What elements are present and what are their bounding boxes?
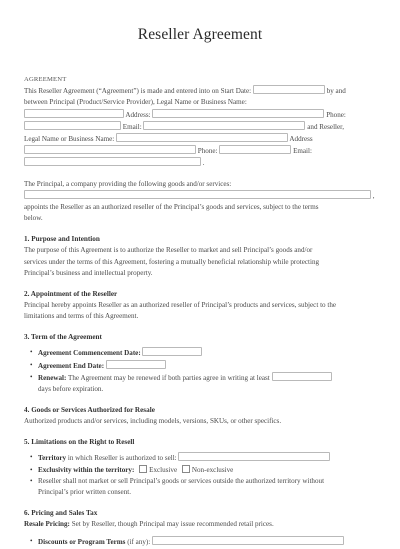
- territory-text: in which Reseller is authorized to sell:: [67, 454, 177, 463]
- nosell-text: Reseller shall not market or sell Principal’s goods or services outside the authorized territory without: [38, 476, 325, 485]
- section-heading: 1. Purpose and Intention: [24, 235, 100, 244]
- renewal-text: days before expiration.: [38, 385, 104, 394]
- renewal-label: Renewal:: [38, 373, 67, 382]
- discounts-field[interactable]: [152, 536, 344, 545]
- intro-line-7: [24, 157, 376, 169]
- section-6: [24, 508, 376, 548]
- exclusivity-label: Exclusivity within the territory:: [38, 465, 135, 474]
- intro-line-1: [24, 85, 376, 97]
- section-5: [24, 437, 376, 498]
- email-label: Email:: [293, 147, 312, 156]
- discounts-label: Discounts or Program Terms: [38, 538, 126, 547]
- intro-line-4: [24, 121, 376, 133]
- pricing-text: Set by Reseller, though Principal may issue recommended retail prices.: [71, 520, 274, 529]
- principal-phone-field[interactable]: [24, 121, 121, 130]
- intro-text: by and: [326, 87, 346, 96]
- section-heading: 5. Limitations on the Right to Resell: [24, 438, 135, 447]
- list-item: [38, 476, 376, 498]
- address-label: Address: [289, 135, 313, 144]
- commencement-label: Agreement Commencement Date:: [38, 349, 141, 358]
- principal-block: [24, 179, 376, 225]
- section-text: Principal’s business and intellectual property.: [24, 268, 153, 277]
- intro-line-2: between Principal (Product/Service Provider), Legal Name or Business Name:: [24, 98, 247, 107]
- section-heading: 6. Pricing and Sales Tax: [24, 509, 98, 518]
- phone-label: Phone:: [326, 110, 346, 119]
- pricing-line: [24, 519, 376, 530]
- section-3: [24, 332, 376, 395]
- section-text: The purpose of this Agreement is to authorize the Reseller to market and sell Principal’s goods and/or: [24, 246, 313, 255]
- phone-label: Phone:: [197, 147, 218, 156]
- email-label: Email:: [122, 122, 142, 131]
- principal-line-4: below.: [24, 214, 43, 223]
- territory-label: Territory: [38, 454, 67, 463]
- intro-line-6: [24, 145, 376, 157]
- nosell-text: Principal’s prior written consent.: [38, 488, 131, 497]
- pricing-list: [24, 536, 376, 548]
- reseller-email-field[interactable]: [24, 157, 201, 166]
- reseller-phone-field[interactable]: [219, 145, 291, 154]
- document-title: Reseller Agreement: [137, 26, 263, 43]
- exclusive-checkbox[interactable]: [139, 465, 147, 473]
- intro-text: .: [202, 159, 205, 168]
- principal-line-1: The Principal, a company providing the following goods and/or services:: [24, 179, 232, 188]
- principal-address-field[interactable]: [152, 109, 324, 118]
- section-heading: 2. Appointment of the Reseller: [24, 290, 118, 299]
- intro-text: and Reseller,: [307, 122, 345, 131]
- commencement-date-field[interactable]: [142, 347, 202, 356]
- intro-line-5: [24, 133, 376, 145]
- section-text: Principal hereby appoints Reseller as an authorized reseller of Principal’s products and services, subject to the: [24, 301, 337, 310]
- principal-text: ,: [372, 191, 375, 200]
- end-date-label: Agreement End Date:: [38, 361, 105, 370]
- pricing-label: Resale Pricing:: [24, 520, 70, 529]
- list-item: [38, 347, 376, 359]
- term-list: [24, 347, 376, 395]
- exclusive-label: Exclusive: [149, 465, 178, 474]
- address-label: Address:: [125, 110, 151, 119]
- list-item: [38, 536, 376, 548]
- principal-name-field[interactable]: [24, 109, 124, 118]
- agreement-label: AGREEMENT: [24, 76, 67, 83]
- principal-line-2: [24, 190, 376, 202]
- section-text: Authorized products and/or services, including models, versions, SKUs, or other specifics.: [24, 417, 282, 426]
- list-item: [38, 465, 376, 476]
- principal-email-field[interactable]: [143, 121, 305, 130]
- intro-line-3: [24, 109, 376, 121]
- territory-field[interactable]: [178, 452, 330, 461]
- section-heading: 3. Term of the Agreement: [24, 333, 102, 342]
- goods-services-field[interactable]: [24, 190, 371, 199]
- intro-text: This Reseller Agreement (“Agreement”) is made and entered into on Start Date:: [24, 87, 252, 96]
- section-2: [24, 289, 376, 322]
- non-exclusive-checkbox[interactable]: [182, 465, 190, 473]
- discounts-text: (if any):: [127, 538, 151, 547]
- non-exclusive-label: Non-exclusive: [191, 465, 234, 474]
- section-4: [24, 405, 376, 427]
- list-item: [38, 360, 376, 372]
- section-text: limitations and terms of this Agreement.: [24, 312, 139, 321]
- reseller-address-field[interactable]: [24, 145, 196, 154]
- intro-text: Legal Name or Business Name:: [24, 135, 115, 144]
- intro-block: [24, 85, 376, 169]
- renewal-text: The Agreement may be renewed if both parties agree in writing at least: [68, 373, 270, 382]
- limitations-list: [24, 452, 376, 498]
- reseller-name-field[interactable]: [116, 133, 288, 142]
- list-item: [38, 372, 376, 395]
- start-date-field[interactable]: [253, 85, 325, 94]
- section-text: services under the terms of this Agreement, fostering a mutually beneficial relationship while protecting: [24, 257, 320, 266]
- end-date-field[interactable]: [106, 360, 166, 369]
- renewal-days-field[interactable]: [272, 372, 332, 381]
- section-heading: 4. Goods or Services Authorized for Resale: [24, 406, 155, 415]
- principal-line-3: appoints the Reseller as an authorized reseller of the Principal’s goods and services, subject to the terms: [24, 203, 319, 212]
- list-item: [38, 452, 376, 464]
- section-1: [24, 234, 376, 279]
